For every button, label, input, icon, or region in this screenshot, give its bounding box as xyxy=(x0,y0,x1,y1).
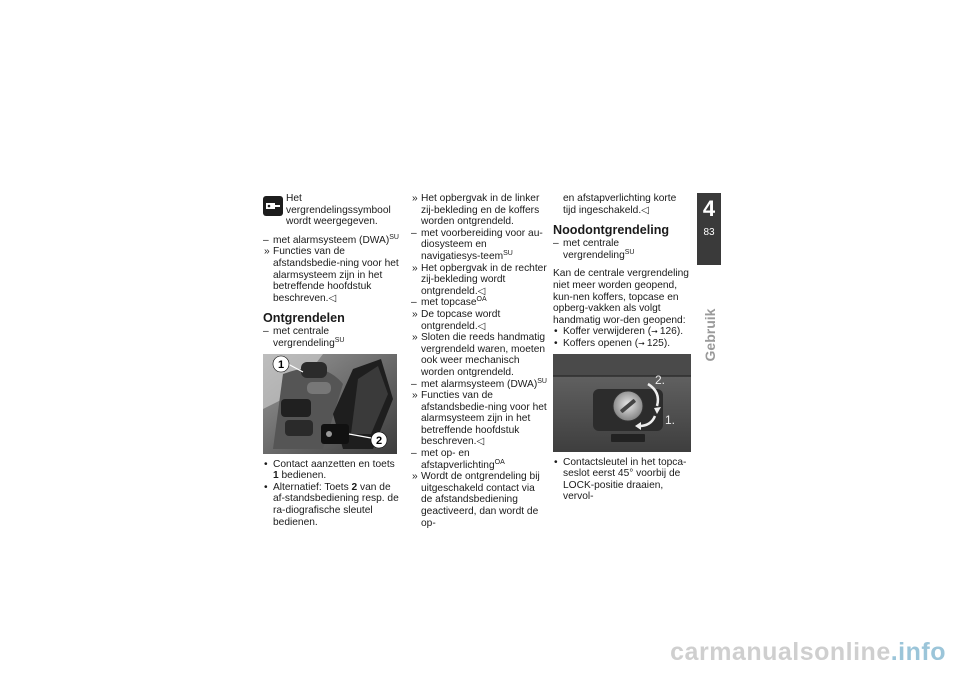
page-ref-icon xyxy=(651,326,660,337)
central-lock-condition-2: – met centrale vergrendeling$^{SU}$ xyxy=(553,238,691,261)
bullet-remove-case: • Koffer verwijderen (➞ 126). xyxy=(553,326,691,338)
column-3 xyxy=(553,193,691,503)
callout-2: 2 xyxy=(375,434,383,447)
heading-noodontgrendeling: Noodontgrendeling xyxy=(553,223,670,238)
topcase-lock-photo xyxy=(553,354,691,452)
arrow-item-3: » De topcase wordt ontgrendeld.◁ xyxy=(411,309,547,332)
condition-lighting: – met op- en afstapverlichting$^{OA}$ xyxy=(411,448,547,471)
watermark: carmanualsonline.info xyxy=(670,638,946,666)
lock-symbol-note xyxy=(263,193,401,228)
page-ref-icon xyxy=(638,338,647,349)
chapter-number: 4 xyxy=(702,196,716,221)
heading-ontgrendelen: Ontgrendelen xyxy=(263,311,345,326)
arrow-item-6: » Wordt de ontgrendeling bij uitgeschakeld contact via de afstandsbediening geactiveerd, dan wordt de op- xyxy=(411,471,547,529)
photo-label-2: 2. xyxy=(655,372,666,387)
condition-alarm: – met alarmsysteem (DWA)$^{SU}$ xyxy=(411,379,547,391)
lock-symbol-icon xyxy=(263,196,283,216)
callout-1: 1 xyxy=(277,358,285,371)
page-number: 83 xyxy=(703,227,715,238)
continuation-text: en afstapverlichting korte tijd ingeschakeld.◁ xyxy=(563,193,677,216)
condition-audio: – met voorbereiding voor au-diosysteem en navigatiesys-teem$^{SU}$ xyxy=(411,228,547,263)
bullet-contact-key: • Contactsleutel in het topca-seslot eerst 45° voorbij de LOCK-positie draaien, vervol- xyxy=(553,457,691,503)
bullet-contact: • Contact aanzetten en toets 1 bedienen. xyxy=(263,459,401,482)
alarm-text: » Functies van de afstandsbedie-ning voor het alarmsysteem zijn in het betreffende hoofdstuk beschreven.◁ xyxy=(263,246,401,304)
bullet-open-cases: • Koffers openen (➞ 125). xyxy=(553,338,691,350)
bullet-alternative: • Alternatief: Toets 2 van de af-standsbediening resp. de ra-diografische sleutel bedienen. xyxy=(263,482,401,528)
symbol-text: Het vergrendelingssymbool wordt weergegeven. xyxy=(286,193,391,228)
arrow-item-4: » Sloten die reeds handmatig vergrendeld waren, moeten ook weer mechanisch worden ontgrendeld. xyxy=(411,332,547,378)
column-1 xyxy=(263,193,401,528)
handlebar-switch-photo xyxy=(263,354,397,454)
alarm-condition: – met alarmsysteem (DWA)$^{SU}$ xyxy=(263,235,401,247)
column-2 xyxy=(411,193,547,529)
central-lock-condition: – met centrale vergrendeling$^{SU}$ xyxy=(263,326,401,349)
arrow-item-1: » Het opbergvak in de linker zij-bekleding en de koffers worden ontgrendeld. xyxy=(411,193,547,228)
arrow-item-2: » Het opbergvak in de rechter zij-bekleding wordt ontgrendeld.◁ xyxy=(411,263,547,298)
arrow-item-5: » Functies van de afstandsbedie-ning voor het alarmsysteem zijn in het betreffende hoofdstuk beschreven.◁ xyxy=(411,390,547,448)
emergency-paragraph: Kan de centrale vergrendeling niet meer worden geopend, kun-nen koffers, topcase en opberg-vakken als volgt handmatig wor-den geopend: xyxy=(553,268,689,326)
photo-label-1: 1. xyxy=(665,412,676,427)
condition-topcase: – met topcase$^{OA}$ xyxy=(411,297,547,309)
section-label: Gebruik xyxy=(702,308,718,362)
